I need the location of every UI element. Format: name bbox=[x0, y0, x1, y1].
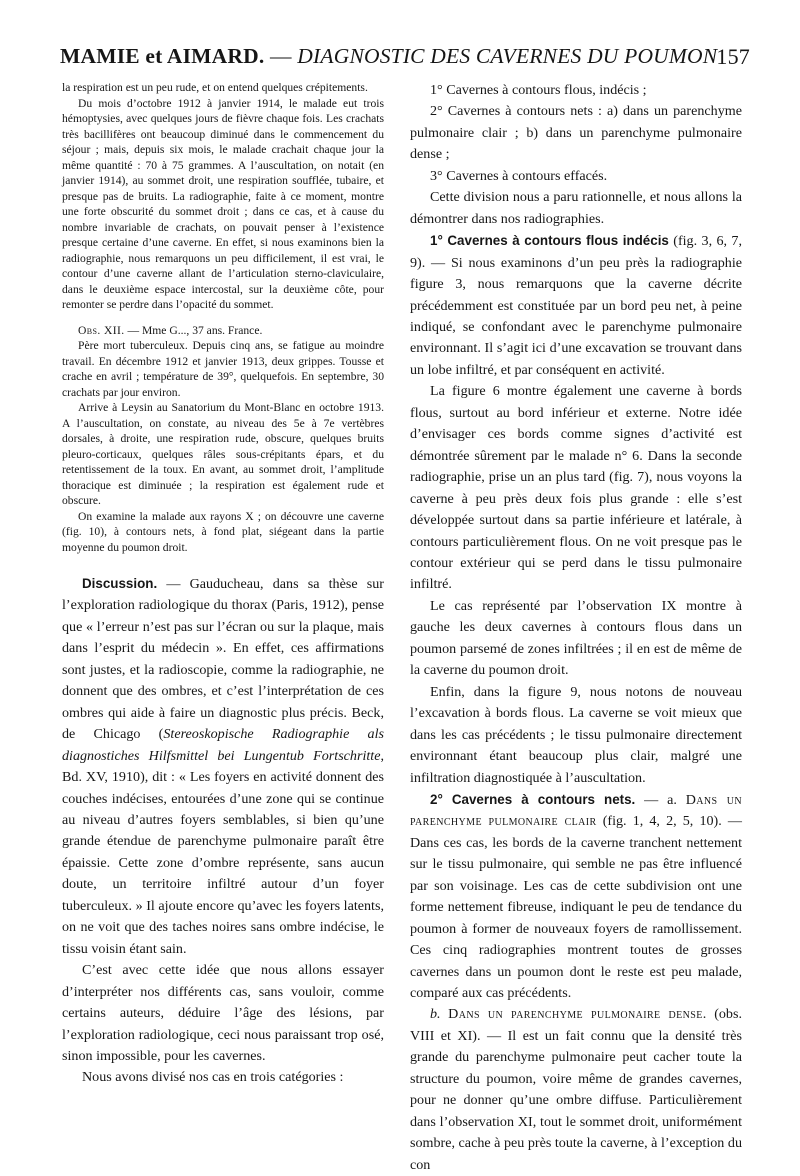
section-2a-text: (fig. 1, 4, 2, 5, 10). — Dans ces cas, les bords de la caverne tranchent nettement sur le tissu pulmonaire, qui semble ne pas être influencé par son voisinage. Les cas de cette subdivision ont une forme nettement fibreuse, indiquant le peu de tendance du poumon à former de nouveaux foyers de ramollissement. Ces cinq radiographies montrent toutes de grosses cavernes dans un poumon dont le reste est peu malade, comparé aux cas précédents. bbox=[410, 813, 742, 1002]
obs-patient: — Mme G..., 37 ans. France. bbox=[124, 323, 263, 337]
right-column bbox=[410, 80, 742, 1176]
figure-6-paragraph: La figure 6 montre également une caverne à bords flous, surtout au bord inférieur et externe. Notre idée d’envisager ces bords comme signes d’activité est démontrée sûrement par le malade n° 6. Dans la seconde radiographie, prise un an plus tard (fig. 7), nous voyons la caverne à peu près deux fois plus grande : elle s’est développée surtout dans sa partie inférieure et latérale, à contours particulièrement flous. On ne voit presque pas le contour extérieur qui se perd dans le tissu pulmonaire infiltré. bbox=[410, 383, 742, 593]
section-1-heading: 1° Cavernes à contours flous indécis bbox=[430, 233, 669, 249]
header-title: DIAGNOSTIC DES CAVERNES DU POUMON bbox=[297, 44, 718, 68]
section-1-paragraph bbox=[410, 230, 742, 381]
section-2b-text: (obs. VIII et XI). — Il est un fait connu que la densité très grande du parenchyme pulmonaire peut cacher toute la structure du poumon, voire même de grandes cavernes, pour ne donner qu’une ombre diffuse. Particulièrement dans l’observation XI, tout le sommet droit, uniformément sombre, cache à peu près toute la caverne, à l’exception du con bbox=[410, 1006, 742, 1173]
section-2-heading: 2° Cavernes à contours nets. bbox=[430, 791, 636, 807]
figure-9-paragraph: Enfin, dans la figure 9, nous notons de nouveau l’excavation à bords flous. La caverne se voit mieux que dans les cas précédents ; le tissu pulmonaire directement environnant étant beaucoup plus clair, malgré une infiltration diagnostiquée à l’auscultation. bbox=[410, 683, 742, 786]
beck-reference: Stereoskopische Radiographie als diagnostiches Hilfsmittel bei Lungentub Fortschritte bbox=[62, 726, 385, 764]
category-2: 2° Cavernes à contours nets : a) dans un parenchyme pulmonaire clair ; b) dans un parenchyme pulmonaire dense ; bbox=[410, 103, 742, 163]
discussion-text: — Gauducheau, dans sa thèse sur l’exploration radiologique du thorax (Paris, 1912), pense que « l’erreur n’est pas sur l’écran ou sur la plaque, mais dans l’esprit du médecin ». En effet, ces affirmations sont justes, et la radioscopie, comme la radiographie, ne donnent que des ombres, et c’est l’interprétation de ces ombres qui aide à faire un diagnostic plus précis. Beck, de Chicago ( bbox=[62, 576, 384, 743]
discussion-text-2: , Bd. XV, 1910), dit : « Les foyers en activité donnent des couches indécises, entourées d’une zone qui se continue au niveau d’autres foyers semblables, si bien qu’une grande étendue de parenchyme pulmonaire paraît être épaissie. Cette zone d’ombre représente, sans aucun doute, un territoire infiltré autour d’un foyer tuberculeux. » Il ajoute encore qu’avec les foyers latents, on ne voit que des taches noires sans ombre indécise, le tissu voisin étant sain. bbox=[62, 747, 384, 957]
obs-xii-heading bbox=[62, 323, 384, 339]
page-number: 157 bbox=[716, 44, 750, 69]
observation-block bbox=[62, 80, 384, 555]
category-1: 1° Cavernes à contours flous, indécis ; bbox=[430, 82, 647, 98]
left-column bbox=[62, 80, 384, 1089]
categories-intro: Nous avons divisé nos cas en trois catégories : bbox=[82, 1069, 344, 1086]
category-3: 3° Cavernes à contours effacés. bbox=[430, 167, 608, 184]
obs-history-paragraph: Du mois d’octobre 1912 à janvier 1914, le malade eut trois hémoptysies, avec quelques jours de fièvre chaque fois. Les crachats très bacillifères ont beaucoup diminué dans le commencement du séjour ; mais, depuis six mois, le malade crachait chaque jour la même quantité : 70 à 75 grammes. A l’auscultation, on notait (en janvier 1914), au sommet droit, une respiration soufflée, tubaire, et presque pas de bruits. La radiographie, faite à ce moment, montre une forte obscurité du sommet droit ; dans ce cas, et à cause du nombre invariable de crachats, on pouvait penser à l’existence presque certaine d’une caverne. En effet, si nous examinons bien la radiographie, nous remarquons un peu difficilement, il est vrai, le contour d’une caverne allant de l’articulation sterno-claviculaire, dans le deuxième espace intercostal, sur la deuxième côte, pour remonter se perdre dans l’opacité du sommet. bbox=[62, 96, 384, 311]
method-paragraph: C’est avec cette idée que nous allons essayer d’interpréter nos différents cas, sans vouloir, comme certains auteurs, déduire l’âge des lésions, par l’exploration radiologique, ceci nous paraissant trop osé, sinon impossible, pour les cavernes. bbox=[62, 962, 384, 1064]
discussion-block bbox=[62, 573, 384, 1089]
section-2b-paragraph bbox=[410, 1004, 742, 1176]
header-dash: — bbox=[264, 44, 298, 68]
obs-label: Obs. XII. bbox=[78, 323, 125, 337]
division-paragraph: Cette division nous a paru rationnelle, et nous allons la démontrer dans nos radiographies. bbox=[410, 189, 742, 227]
section-2b-title: Dans un parenchyme pulmonaire dense. bbox=[448, 1006, 707, 1023]
obs-xii-history: Père mort tuberculeux. Depuis cinq ans, se fatigue au moindre travail. En décembre 1912 et janvier 1913, deux grippes. Tousse et crache en avril ; température de 39°, quelquefois. En septembre, 30 crachats par jour environ. bbox=[62, 339, 384, 399]
section-2b-label: b. bbox=[430, 1006, 449, 1023]
obs-continuation: la respiration est un peu rude, et on entend quelques crépitements. bbox=[62, 81, 368, 94]
header-authors: MAMIE et AIMARD. bbox=[60, 44, 265, 68]
obs-xii-xray: On examine la malade aux rayons X ; on découvre une caverne (fig. 10), à contours nets, à fond plat, siégeant dans la partie moyenne du poumon droit. bbox=[62, 509, 384, 554]
discussion-paragraph bbox=[62, 573, 384, 960]
section-2a-title: Dans un parenchyme pulmonaire clair bbox=[410, 791, 742, 830]
running-head bbox=[60, 44, 750, 74]
observation-ix-paragraph: Le cas représenté par l’observation IX montre à gauche les deux cavernes à contours flous dans un poumon parsemé de zones infiltrées ; il en est de même de la caverne du poumon droit. bbox=[410, 597, 742, 679]
section-1-text: (fig. 3, 6, 7, 9). — Si nous examinons d’un peu près la radiographie figure 3, nous remarquons que la caverne décrite précédemment est constituée par un bord peu net, à peine indiqué, se confondant avec le parenchyme pulmonaire environnant. Il s’agit ici d’une excavation se trouvant dans un lobe infiltré, et par conséquent en activité. bbox=[410, 233, 742, 378]
obs-xii-exam: Arrive à Leysin au Sanatorium du Mont-Blanc en octobre 1913. A l’auscultation, on constate, au niveau des 5e à 7e vertèbres dorsales, à droite, une respiration rude, obscure, quelques bruits pleuro-corticaux, quelques râles sous-crépitants épars, et du retentissement de la toux. En avant, au sommet droit, l’amplitude thoracique est diminuée ; la respiration est également rude et obscure. bbox=[62, 401, 384, 507]
section-2a-paragraph bbox=[410, 789, 742, 1005]
discussion-heading: Discussion. bbox=[82, 576, 158, 591]
section-2a-label: — a. bbox=[635, 791, 686, 808]
